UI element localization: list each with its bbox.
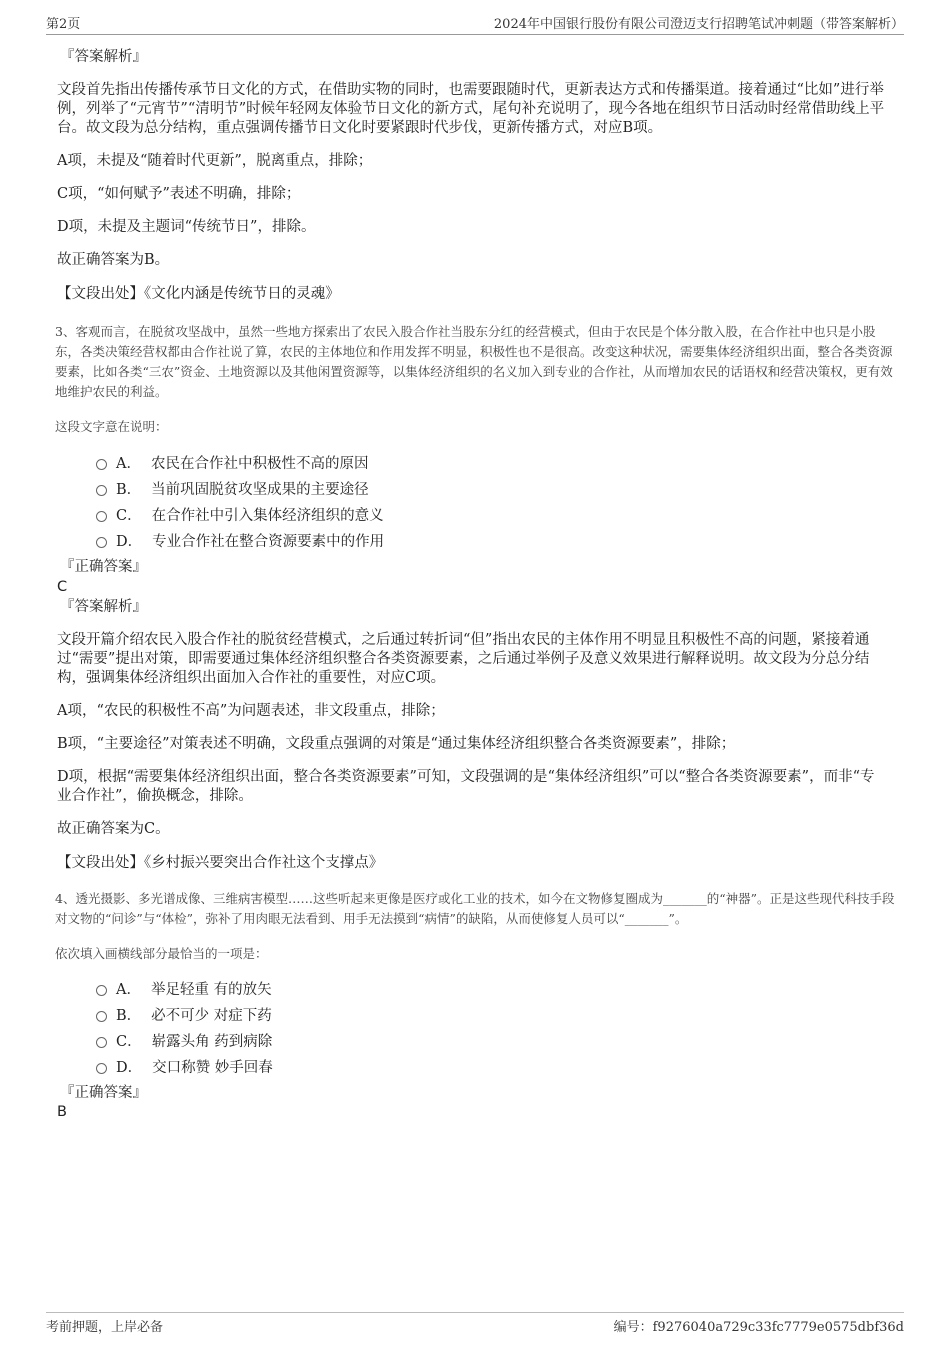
option-text: 崭露头角 药到病除 — [151, 1033, 273, 1050]
q4-option-a[interactable] — [96, 978, 272, 998]
page-number: 第2页 — [46, 17, 81, 32]
q4-prompt: 依次填入画横线部分最恰当的一项是： — [55, 946, 268, 961]
q2-source: 【文段出处】《文化内涵是传统节日的灵魂》 — [57, 286, 340, 302]
page-header — [46, 14, 904, 35]
q2-analysis-option-a: A项，未提及“随着时代更新”，脱离重点，排除； — [57, 153, 373, 169]
q3-answer: C — [57, 579, 68, 595]
option-letter: C． — [116, 1033, 142, 1050]
q4-stem: 4、透光摄影、多光谱成像、三维病害模型……这些听起来更像是医疗或化工业的技术，如今在文物修复圈成为_______的“神器”。正是这些现代科技手段对文物的“问诊”与“体检”，弥补了用肉眼无法看到、用手无法摸到“病情”的缺陷，从而使修复人员可以“_______”。 — [55, 891, 895, 926]
page-footer — [46, 1312, 904, 1335]
q4-option-d[interactable] — [96, 1056, 273, 1076]
radio-icon[interactable] — [96, 985, 107, 996]
q4-option-c[interactable] — [96, 1030, 272, 1050]
q2-conclusion: 故正确答案为B。 — [57, 252, 170, 268]
q3-prompt: 这段文字意在说明： — [55, 419, 168, 434]
footer-slogan: 考前押题，上岸必备 — [46, 1320, 164, 1335]
option-letter: B． — [116, 481, 142, 498]
q2-analysis-paragraph: 文段首先指出传播传承节日文化的方式，在借助实物的同时，也需要跟随时代，更新表达方式和传播渠道。接着通过“比如”进行举例，列举了“元宵节”“清明节”时候年轻网友体验节日文化的新方式，尾句补充说明了，现今各地在组织节日活动时经常借助线上平台。故文段为总分结构，重点强调传播节日文化时要紧跟时代步伐，更新传播方式，对应B项。 — [57, 82, 885, 136]
q3-analysis-option-a: A项，“农民的积极性不高”为问题表述，非文段重点，排除； — [57, 703, 445, 719]
q2-analysis-label: 『答案解析』 — [60, 49, 147, 65]
option-text: 专业合作社在整合资源要素中的作用 — [152, 533, 385, 550]
option-letter: B． — [116, 1007, 142, 1024]
option-text: 农民在合作社中积极性不高的原因 — [150, 455, 369, 472]
option-text: 交口称赞 妙手回春 — [152, 1059, 273, 1076]
q3-source: 【文段出处】《乡村振兴要突出合作社这个支撑点》 — [57, 855, 384, 871]
q4-answer: B — [57, 1104, 67, 1120]
option-text: 当前巩固脱贫攻坚成果的主要途径 — [151, 481, 369, 498]
radio-icon[interactable] — [96, 1037, 107, 1048]
option-letter: A． — [116, 455, 141, 472]
footer-document-id: 编号：f9276040a729c33fc7779e0575dbf36d — [613, 1320, 904, 1335]
radio-icon[interactable] — [96, 485, 107, 496]
radio-icon[interactable] — [96, 511, 107, 522]
option-text: 举足轻重 有的放矢 — [150, 981, 272, 998]
radio-icon[interactable] — [96, 459, 107, 470]
option-letter: A． — [116, 981, 141, 998]
q3-option-c[interactable] — [96, 504, 384, 524]
q4-option-b[interactable] — [96, 1004, 272, 1024]
option-letter: D． — [116, 1059, 143, 1076]
q3-analysis-option-d: D项，根据“需要集体经济组织出面，整合各类资源要素”可知，文段强调的是“集体经济组织”可以“整合各类资源要素”，而非“专业合作社”，偷换概念，排除。 — [57, 769, 875, 804]
q3-conclusion: 故正确答案为C。 — [57, 821, 170, 837]
option-text: 必不可少 对症下药 — [151, 1007, 272, 1024]
q3-answer-label: 『正确答案』 — [60, 559, 147, 575]
q3-analysis-option-b: B项，“主要途径”对策表述不明确，文段重点强调的对策是“通过集体经济组织整合各类资源要素”，排除； — [57, 736, 736, 752]
q3-stem: 3、客观而言，在脱贫攻坚战中，虽然一些地方探索出了农民入股合作社当股东分红的经营模式，但由于农民是个体分散入股，在合作社中也只是小股东，各类决策经营权都由合作社说了算，农民的主体地位和作用发挥不明显，积极性也不是很高。改变这种状况，需要集体经济组织出面，整合各类资源要素，比如各类“三农”资金、土地资源以及其他闲置资源等，以集体经济组织的名义加入到专业的合作社，从而增加农民的话语权和经营决策权，更有效地维护农民的利益。 — [55, 324, 893, 399]
document-title: 2024年中国银行股份有限公司澄迈支行招聘笔试冲刺题（带答案解析） — [493, 17, 904, 32]
q3-analysis-paragraph: 文段开篇介绍农民入股合作社的脱贫经营模式，之后通过转折词“但”指出农民的主体作用不明显且积极性不高的问题，紧接着通过“需要”提出对策，即需要通过集体经济组织整合各类资源要素，之后通过举例子及意义效果进行解释说明。故文段为分总分结构，强调集体经济组织出面加入合作社的重要性，对应C项。 — [57, 632, 870, 686]
radio-icon[interactable] — [96, 1063, 107, 1074]
radio-icon[interactable] — [96, 1011, 107, 1022]
q3-option-a[interactable] — [96, 452, 368, 472]
option-letter: D． — [116, 533, 143, 550]
option-text: 在合作社中引入集体经济组织的意义 — [151, 507, 384, 524]
q3-option-b[interactable] — [96, 478, 369, 498]
q4-answer-label: 『正确答案』 — [60, 1085, 147, 1101]
q2-analysis-option-d: D项，未提及主题词“传统节日”，排除。 — [57, 219, 316, 235]
option-letter: C． — [116, 507, 142, 524]
q3-analysis-label: 『答案解析』 — [60, 599, 147, 615]
q3-option-d[interactable] — [96, 530, 384, 550]
radio-icon[interactable] — [96, 537, 107, 548]
q2-analysis-option-c: C项，“如何赋予”表述不明确，排除； — [57, 186, 301, 202]
